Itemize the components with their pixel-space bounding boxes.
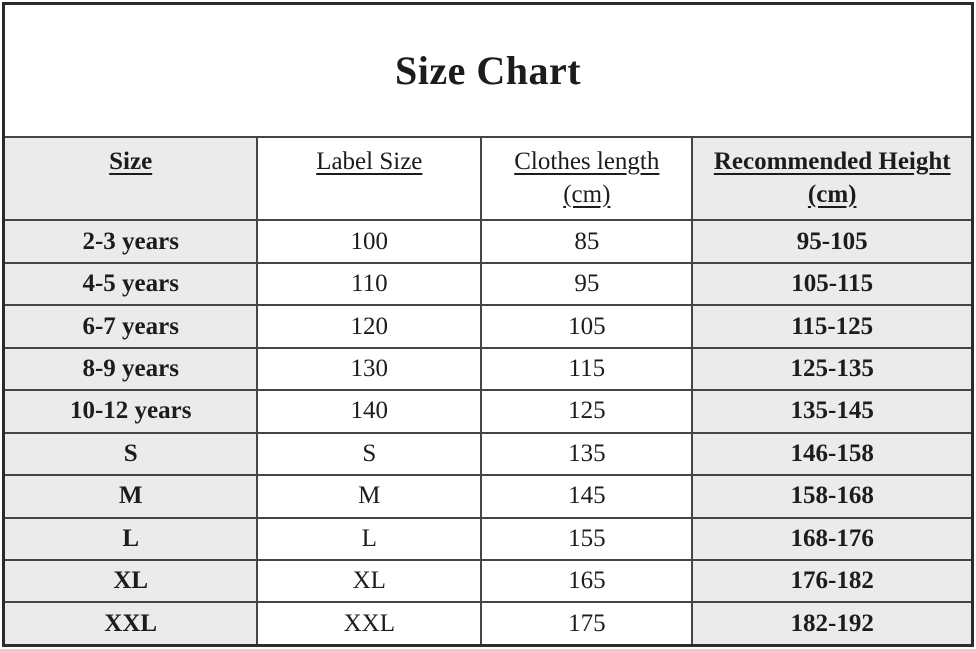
cell-size: XXL [4,602,258,645]
cell-size: 4-5 years [4,263,258,305]
col-header-size-label: Size [109,147,153,175]
cell-size: 8-9 years [4,348,258,390]
page-title: Size Chart [4,4,973,137]
cell-clothes-length: 95 [481,263,692,305]
cell-clothes-length: 105 [481,305,692,347]
cell-recommended-height: 182-192 [692,602,972,645]
cell-recommended-height: 168-176 [692,518,972,560]
cell-label-size: M [257,475,481,517]
table-row [4,220,973,262]
cell-clothes-length: 115 [481,348,692,390]
header-row [4,137,973,221]
cell-label-size: S [257,433,481,475]
cell-recommended-height: 176-182 [692,560,972,602]
col-header-clothes-length-label: Clothes length [514,147,660,175]
col-header-recommended-height [692,137,972,221]
table-row [4,263,973,305]
cell-size: 10-12 years [4,390,258,432]
cell-size: 6-7 years [4,305,258,347]
cell-label-size: 100 [257,220,481,262]
col-header-recommended-height-unit: (cm) [807,180,857,208]
cell-recommended-height: 115-125 [692,305,972,347]
cell-clothes-length: 175 [481,602,692,645]
cell-clothes-length: 125 [481,390,692,432]
cell-label-size: XL [257,560,481,602]
table-row [4,518,973,560]
cell-label-size: L [257,518,481,560]
cell-recommended-height: 135-145 [692,390,972,432]
table-row [4,433,973,475]
table-row [4,390,973,432]
col-header-size [4,137,258,221]
cell-size: L [4,518,258,560]
cell-size: S [4,433,258,475]
col-header-clothes-length [481,137,692,221]
cell-size: XL [4,560,258,602]
table-row [4,602,973,645]
cell-label-size: 130 [257,348,481,390]
cell-clothes-length: 135 [481,433,692,475]
cell-recommended-height: 125-135 [692,348,972,390]
size-chart-table [2,2,974,647]
cell-label-size: XXL [257,602,481,645]
cell-recommended-height: 158-168 [692,475,972,517]
cell-recommended-height: 105-115 [692,263,972,305]
table-row [4,305,973,347]
cell-size: M [4,475,258,517]
title-row [4,4,973,137]
col-header-label-size [257,137,481,221]
col-header-label-size-label: Label Size [316,147,423,175]
table-row [4,560,973,602]
col-header-clothes-length-unit: (cm) [563,180,611,208]
cell-label-size: 110 [257,263,481,305]
col-header-recommended-height-label: Recommended Height [713,147,951,175]
table-row [4,475,973,517]
cell-clothes-length: 155 [481,518,692,560]
cell-size: 2-3 years [4,220,258,262]
cell-clothes-length: 85 [481,220,692,262]
table-row [4,348,973,390]
cell-clothes-length: 165 [481,560,692,602]
cell-label-size: 120 [257,305,481,347]
cell-label-size: 140 [257,390,481,432]
cell-clothes-length: 145 [481,475,692,517]
cell-recommended-height: 146-158 [692,433,972,475]
cell-recommended-height: 95-105 [692,220,972,262]
